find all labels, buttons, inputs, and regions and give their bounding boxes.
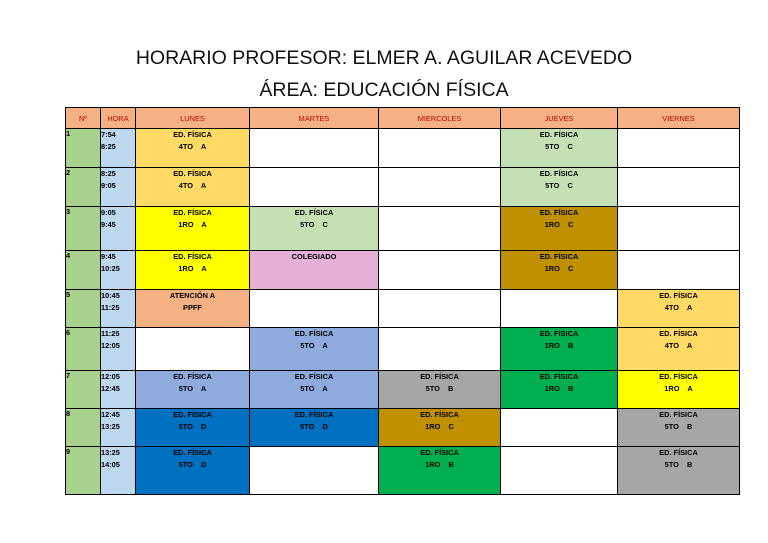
class-subject: ED. FÍSICA [173, 169, 212, 178]
class-group: 1RO B [544, 384, 574, 393]
class-cell-martes [250, 447, 379, 495]
class-cell-viernes [618, 207, 740, 251]
class-group: 5TO B [425, 384, 454, 393]
class-group: 5TO C [300, 220, 328, 229]
class-cell-miercoles [379, 207, 501, 251]
header-num: Nº [66, 108, 101, 129]
class-cell-jueves [501, 290, 618, 328]
class-group: 5TO D [300, 422, 328, 431]
time-start: 12:05 [101, 372, 120, 381]
class-cell-miercoles [379, 371, 501, 409]
class-subject: ED. FÍSICA [539, 329, 579, 338]
class-cell-martes [250, 371, 379, 409]
time-start: 11:25 [101, 329, 120, 338]
class-cell-jueves [501, 328, 618, 371]
class-group: PPFF [183, 303, 202, 312]
class-cell-jueves [501, 371, 618, 409]
class-group: 5TO A [300, 341, 328, 350]
period-number: 1 [66, 129, 101, 168]
class-cell-lunes [136, 290, 250, 328]
period-number: 7 [66, 371, 101, 409]
period-number: 2 [66, 168, 101, 207]
class-subject: ED. FÍSICA [539, 130, 579, 139]
header-lunes: LUNES [136, 108, 250, 129]
class-group: 4TO A [178, 181, 207, 190]
time-start: 9:45 [101, 252, 116, 261]
time-start: 8:25 [101, 169, 116, 178]
class-cell-martes [250, 290, 379, 328]
class-cell-viernes [618, 447, 740, 495]
class-group: 5TO D [178, 422, 207, 431]
period-number: 8 [66, 409, 101, 447]
time-end: 14:05 [101, 460, 120, 469]
time-end: 11:25 [101, 303, 120, 312]
class-cell-lunes [136, 409, 250, 447]
class-cell-martes [250, 168, 379, 207]
class-subject: ED. FÍSICA [659, 291, 698, 300]
class-cell-jueves [501, 251, 618, 290]
class-cell-martes [250, 129, 379, 168]
table-row [66, 168, 740, 207]
class-cell-jueves [501, 207, 618, 251]
table-row [66, 371, 740, 409]
class-subject: ED. FÍSICA [539, 208, 579, 217]
table-row [66, 290, 740, 328]
class-subject: ED. FÍSICA [294, 372, 334, 381]
class-subject: ED. FÍSICA [173, 252, 212, 261]
class-cell-jueves [501, 447, 618, 495]
class-group: 5TO C [545, 181, 573, 190]
class-subject: ED. FÍSICA [173, 410, 212, 419]
header-row [66, 108, 740, 129]
class-cell-martes [250, 251, 379, 290]
period-number: 9 [66, 447, 101, 495]
class-cell-viernes [618, 328, 740, 371]
class-cell-jueves [501, 409, 618, 447]
class-cell-viernes [618, 371, 740, 409]
class-cell-viernes [618, 290, 740, 328]
class-cell-miercoles [379, 129, 501, 168]
period-time [101, 447, 136, 495]
class-group: 1RO A [178, 220, 207, 229]
class-cell-lunes [136, 168, 250, 207]
table-header [66, 108, 740, 129]
class-subject: ED. FÍSICA [294, 329, 334, 338]
class-cell-martes [250, 409, 379, 447]
table-row [66, 251, 740, 290]
class-subject: ED. FÍSICA [294, 208, 334, 217]
time-end: 12:45 [101, 384, 120, 393]
time-start: 13:25 [101, 448, 120, 457]
period-number: 6 [66, 328, 101, 371]
area-subtitle: ÁREA: EDUCACIÓN FÍSICA [259, 79, 509, 101]
class-cell-miercoles [379, 447, 501, 495]
class-subject: ED. FÍSICA [420, 410, 459, 419]
period-time [101, 371, 136, 409]
schedule-title: HORARIO PROFESOR: ELMER A. AGUILAR ACEVEDO [135, 47, 633, 69]
period-time [101, 409, 136, 447]
class-subject: ED. FÍSICA [420, 372, 459, 381]
class-group: 1RO B [425, 460, 454, 469]
table-row [66, 328, 740, 371]
class-subject: ED. FÍSICA [294, 410, 334, 419]
class-group: 5TO B [664, 422, 693, 431]
class-cell-jueves [501, 129, 618, 168]
class-subject: ED. FÍSICA [173, 208, 212, 217]
header-jueves: JUEVES [501, 108, 618, 129]
class-cell-lunes [136, 447, 250, 495]
header-hora: HORA [101, 108, 136, 129]
class-group: 4TO A [178, 142, 207, 151]
class-cell-miercoles [379, 409, 501, 447]
period-time [101, 251, 136, 290]
class-cell-miercoles [379, 328, 501, 371]
class-subject: ED. FÍSICA [659, 372, 698, 381]
class-cell-viernes [618, 251, 740, 290]
class-group: 1RO C [425, 422, 454, 431]
class-group: 5TO A [300, 384, 328, 393]
class-group: 4TO A [664, 303, 693, 312]
table-row [66, 129, 740, 168]
class-group: 1RO C [544, 264, 574, 273]
class-subject: ED. FÍSICA [659, 410, 698, 419]
class-group: 5TO B [664, 460, 693, 469]
class-group: 1RO A [178, 264, 207, 273]
class-cell-miercoles [379, 290, 501, 328]
class-cell-lunes [136, 129, 250, 168]
class-subject: ED. FÍSICA [173, 130, 212, 139]
class-cell-lunes [136, 371, 250, 409]
class-cell-martes [250, 328, 379, 371]
table-body [66, 129, 740, 495]
class-subject: ATENCIÓN A [169, 291, 216, 300]
class-cell-viernes [618, 168, 740, 207]
class-subject: ED. FÍSICA [659, 448, 698, 457]
period-time [101, 168, 136, 207]
header-viernes: VIERNES [618, 108, 740, 129]
class-cell-lunes [136, 251, 250, 290]
class-cell-miercoles [379, 168, 501, 207]
table-row [66, 409, 740, 447]
class-cell-miercoles [379, 251, 501, 290]
schedule-table [65, 107, 740, 495]
class-subject: ED. FÍSICA [539, 169, 579, 178]
time-start: 9:05 [101, 208, 116, 217]
class-group: 1RO C [544, 220, 574, 229]
class-group: 1RO A [664, 384, 693, 393]
time-end: 12:05 [101, 341, 120, 350]
class-cell-lunes [136, 207, 250, 251]
time-end: 8:25 [101, 142, 116, 151]
class-subject: ED. FÍSICA [539, 372, 579, 381]
class-cell-viernes [618, 129, 740, 168]
class-group: 1RO B [544, 341, 574, 350]
class-cell-viernes [618, 409, 740, 447]
table-row [66, 207, 740, 251]
class-cell-martes [250, 207, 379, 251]
class-subject: ED. FÍSICA [420, 448, 459, 457]
class-group: 5TO D [178, 460, 207, 469]
period-time [101, 290, 136, 328]
period-time [101, 328, 136, 371]
class-group: 5TO A [178, 384, 207, 393]
class-cell-lunes [136, 328, 250, 371]
time-end: 13:25 [101, 422, 120, 431]
header-martes: MARTES [250, 108, 379, 129]
period-number: 3 [66, 207, 101, 251]
period-number: 5 [66, 290, 101, 328]
class-subject: COLEGIADO [291, 252, 337, 261]
class-subject: ED. FÍSICA [173, 372, 212, 381]
class-subject: ED. FÍSICA [539, 252, 579, 261]
class-group: 5TO C [545, 142, 573, 151]
class-group: 4TO A [664, 341, 693, 350]
period-time [101, 207, 136, 251]
class-subject: ED. FÍSICA [173, 448, 212, 457]
time-start: 7:54 [101, 130, 116, 139]
time-end: 9:05 [101, 181, 116, 190]
time-end: 10:25 [101, 264, 120, 273]
time-start: 12:45 [101, 410, 120, 419]
time-start: 10:45 [101, 291, 120, 300]
class-cell-jueves [501, 168, 618, 207]
period-time [101, 129, 136, 168]
header-miercoles: MIERCOLES [379, 108, 501, 129]
time-end: 9:45 [101, 220, 116, 229]
class-subject: ED. FÍSICA [659, 329, 698, 338]
table-row [66, 447, 740, 495]
period-number: 4 [66, 251, 101, 290]
